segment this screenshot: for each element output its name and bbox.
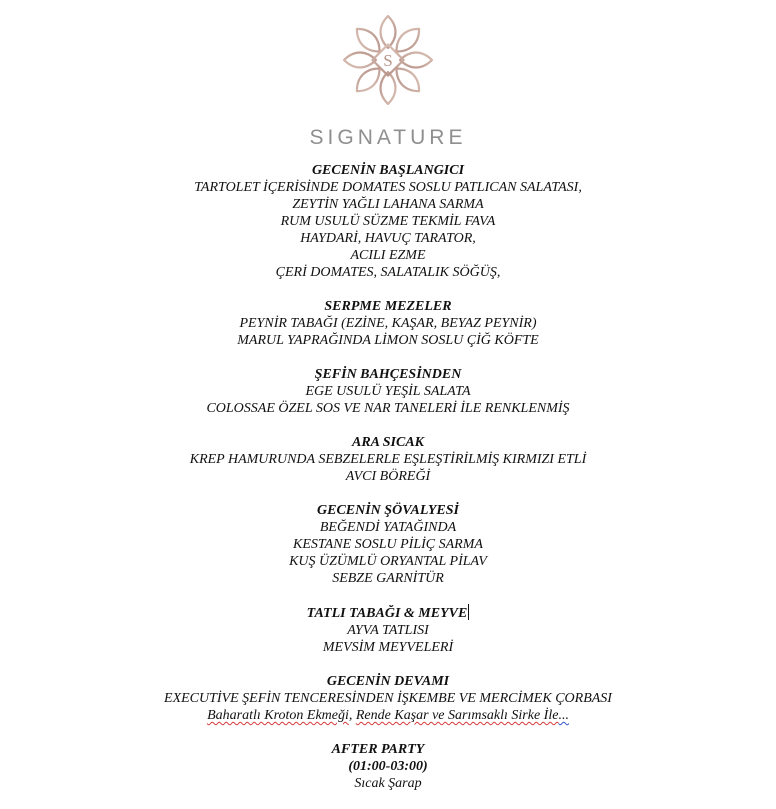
- menu-item: ÇERİ DOMATES, SALATALIK SÖĞÜŞ,: [275, 265, 501, 280]
- menu-item: BEĞENDİ YATAĞINDA: [319, 520, 457, 535]
- menu-document: [0, 162, 776, 792]
- menu-section: [0, 434, 776, 485]
- spellcheck-text[interactable]: Rende Kaşar ve Sarımsaklı Sirke İle: [355, 708, 559, 723]
- menu-section: [0, 604, 776, 656]
- menu-item: AYVA TATLISI: [347, 623, 429, 638]
- menu-item: RUM USULÜ SÜZME TEKMİL FAVA: [280, 214, 496, 229]
- section-heading: AFTER PARTY: [331, 742, 425, 757]
- section-heading: GECENİN ŞÖVALYESİ: [317, 503, 459, 518]
- menu-item: PEYNİR TABAĞI (EZİNE, KAŞAR, BEYAZ PEYNİR): [239, 316, 537, 331]
- menu-section: [0, 741, 776, 792]
- brand-name: SIGNATURE: [309, 126, 467, 149]
- menu-item-spellcheck: [0, 707, 776, 724]
- menu-section: [0, 162, 776, 281]
- section-heading: GECENİN BAŞLANGICI: [311, 163, 465, 178]
- menu-item: EXECUTİVE ŞEFİN TENCERESİNDEN İŞKEMBE VE MERCİMEK ÇORBASI: [164, 691, 612, 706]
- menu-section: [0, 673, 776, 724]
- menu-item: SEBZE GARNİTÜR: [332, 571, 444, 586]
- menu-item: ZEYTİN YAĞLI LAHANA SARMA: [292, 197, 484, 212]
- menu-item: KESTANE SOSLU PİLİÇ SARMA: [293, 537, 483, 552]
- menu-section: [0, 298, 776, 349]
- menu-section: [0, 366, 776, 417]
- menu-section: [0, 502, 776, 587]
- menu-item: HAYDARİ, HAVUÇ TARATOR,: [300, 231, 476, 246]
- signature-knot-logo-icon: [342, 14, 434, 106]
- section-heading: SERPME MEZELER: [324, 299, 452, 314]
- menu-item: KREP HAMURUNDA SEBZELERLE EŞLEŞTİRİLMİŞ KIRMIZI ETLİ: [189, 452, 587, 467]
- plain-text: ,: [348, 708, 356, 723]
- menu-item: MARUL YAPRAĞINDA LİMON SOSLU ÇİĞ KÖFTE: [237, 333, 539, 348]
- menu-item: MEVSİM MEYVELERİ: [322, 640, 454, 655]
- menu-item: EGE USULÜ YEŞİL SALATA: [305, 384, 471, 399]
- grammar-check-text[interactable]: ...: [558, 708, 569, 723]
- section-heading: ARA SICAK: [352, 435, 424, 450]
- section-subheading: (01:00-03:00): [348, 759, 428, 774]
- menu-item: TARTOLET İÇERİSİNDE DOMATES SOSLU PATLICAN SALATASI,: [194, 180, 582, 195]
- section-heading: ŞEFİN BAHÇESİNDEN: [314, 367, 462, 382]
- menu-item: Sıcak Şarap: [354, 776, 422, 791]
- section-heading: TATLI TABAĞI & MEYVE: [306, 606, 468, 621]
- menu-item: ACILI EZME: [350, 248, 426, 263]
- section-heading: GECENİN DEVAMI: [326, 674, 450, 689]
- text-cursor: [468, 604, 469, 620]
- menu-item: AVCI BÖREĞİ: [345, 469, 431, 484]
- menu-item: COLOSSAE ÖZEL SOS VE NAR TANELERİ İLE RENKLENMİŞ: [206, 401, 570, 416]
- section-heading-row: [0, 604, 776, 622]
- spellcheck-text[interactable]: Baharatlı Kroton Ekmeği: [207, 708, 349, 723]
- logo-letter: S: [383, 51, 393, 70]
- menu-item: KUŞ ÜZÜMLÜ ORYANTAL PİLAV: [289, 554, 487, 569]
